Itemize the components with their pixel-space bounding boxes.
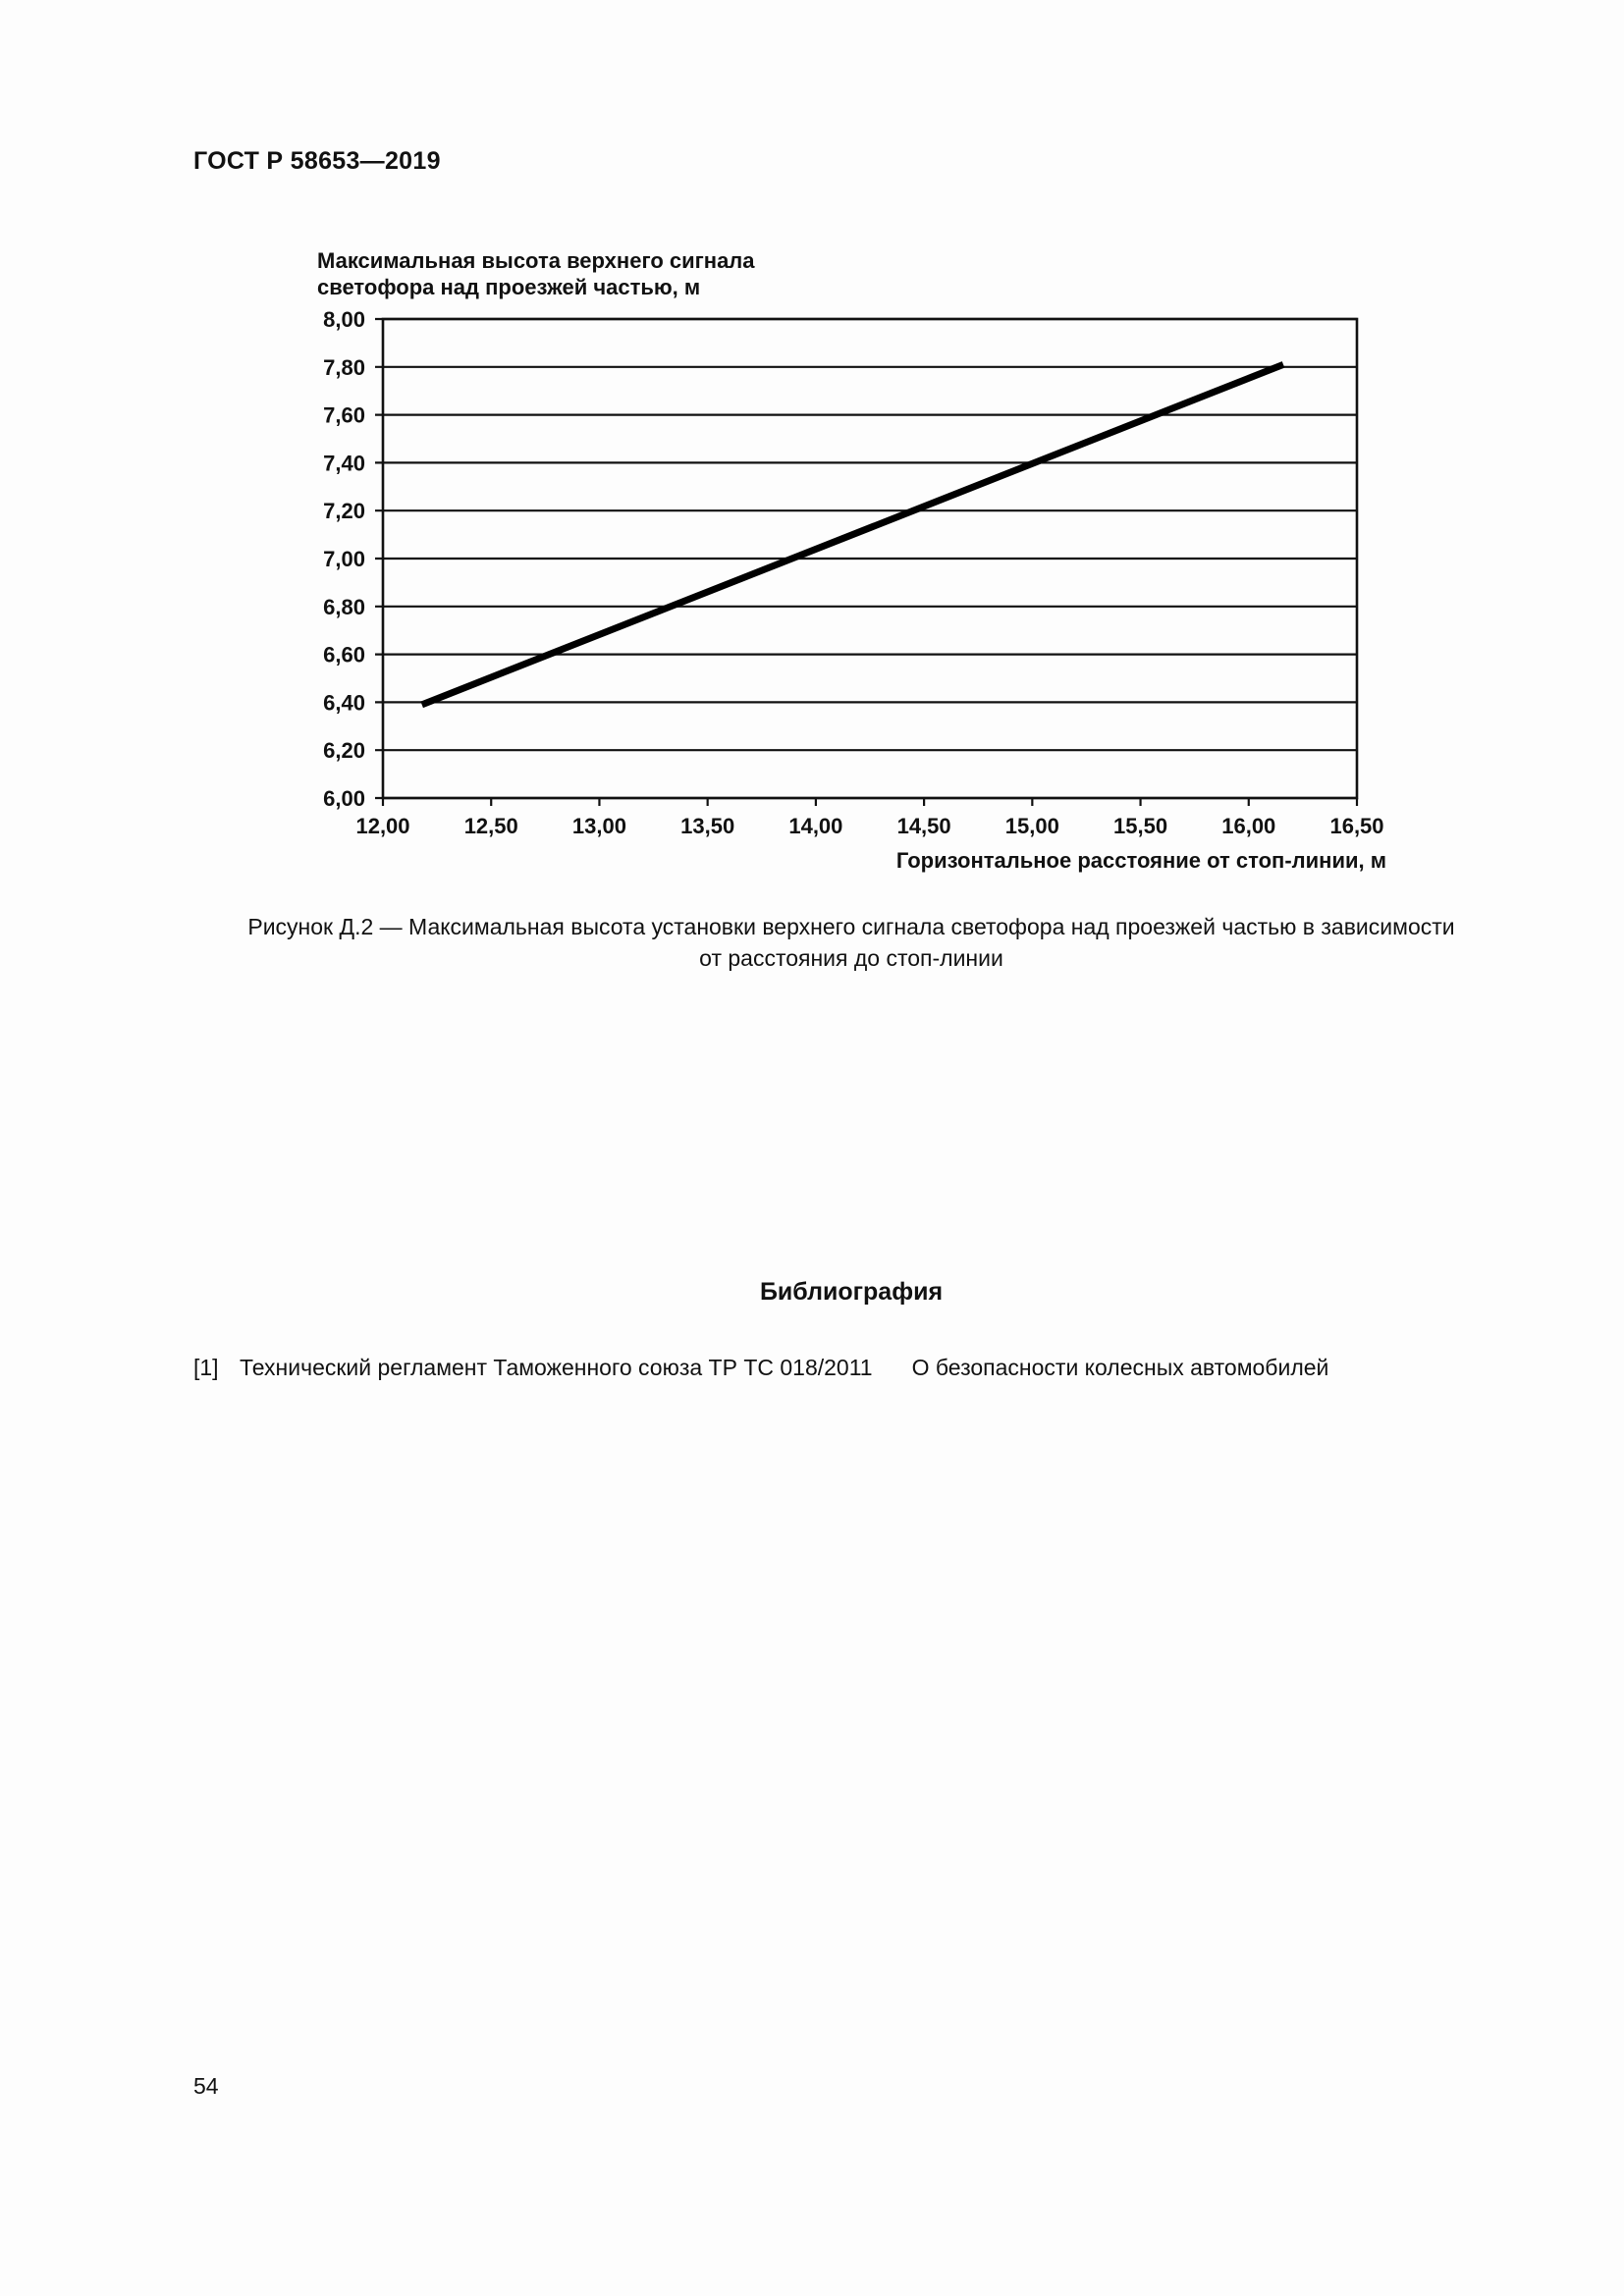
x-tick-label: 15,50: [1113, 814, 1168, 838]
y-tick-label: 6,80: [323, 594, 365, 619]
y-tick-label: 6,00: [323, 786, 365, 811]
y-axis-label-line2: светофора над проезжей частью, м: [317, 275, 701, 299]
y-tick-label: 8,00: [323, 307, 365, 332]
figure-caption-line1: Рисунок Д.2 — Максимальная высота установки верхнего сигнала светофора над проезжей частью в зависимости: [247, 914, 1455, 939]
document-header: ГОСТ Р 58653—2019: [193, 147, 441, 175]
bibliography-entry-number: [1]: [193, 1355, 219, 1380]
x-tick-label: 14,50: [896, 814, 951, 838]
bibliography-entry-source: Технический регламент Таможенного союза ТР ТС 018/2011: [240, 1355, 873, 1380]
y-tick-label: 7,40: [323, 451, 365, 476]
x-tick-label: 16,50: [1329, 814, 1384, 838]
y-tick-label: 6,40: [323, 690, 365, 716]
x-axis-label: Горизонтальное расстояние от стоп-линии, м: [895, 848, 1386, 873]
page-number: 54: [193, 2073, 219, 2099]
x-tick-label: 14,00: [788, 814, 843, 838]
y-tick-label: 7,60: [323, 402, 365, 428]
figure-caption: [157, 911, 1545, 974]
y-axis-label-line1: Максимальная высота верхнего сигнала: [317, 248, 755, 273]
x-tick-label: 15,00: [1004, 814, 1059, 838]
y-tick-label: 7,20: [323, 499, 365, 524]
bibliography-entry: [193, 1355, 1328, 1381]
bibliography-entry-title: О безопасности колесных автомобилей: [911, 1355, 1329, 1380]
y-tick-label: 7,80: [323, 354, 365, 380]
chart-container: [0, 0, 1624, 903]
y-tick-label: 6,20: [323, 738, 365, 764]
x-tick-label: 12,00: [355, 814, 410, 838]
figure-caption-line2: от расстояния до стоп-линии: [699, 945, 1003, 971]
bibliography-title: Библиография: [759, 1278, 944, 1306]
x-tick-label: 16,00: [1221, 814, 1276, 838]
y-tick-label: 6,60: [323, 642, 365, 667]
line-chart: [0, 0, 1624, 903]
x-tick-label: 13,50: [680, 814, 735, 838]
y-tick-label: 7,00: [323, 547, 365, 571]
x-tick-label: 12,50: [463, 814, 518, 838]
x-tick-label: 13,00: [571, 814, 626, 838]
